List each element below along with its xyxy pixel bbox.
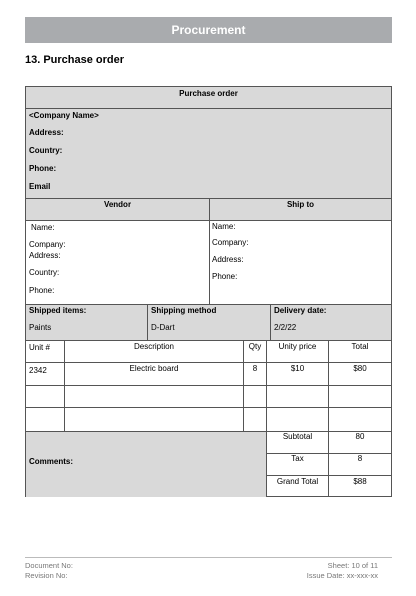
tax-label: Tax: [291, 454, 304, 463]
ship-to-header: Ship to: [286, 200, 315, 209]
document-number: Document No:: [25, 561, 73, 570]
header-company-bg: [26, 87, 391, 198]
comments-label: Comments:: [29, 457, 74, 466]
grand-total-value: $88: [353, 477, 367, 486]
sheet-number: Sheet: 10 of 11: [327, 561, 378, 570]
row1-qty: 8: [252, 364, 258, 373]
shipping-method-value: D-Dart: [151, 323, 175, 332]
revision-number: Revision No:: [25, 571, 68, 580]
ship-to-phone-label: Phone:: [212, 272, 238, 281]
delivery-date-value: 2/2/22: [274, 323, 297, 332]
subtotal-value: 80: [355, 432, 365, 441]
shipping-method-label: Shipping method: [151, 306, 217, 315]
company-phone-label: Phone:: [29, 164, 57, 173]
tax-value: 8: [357, 454, 363, 463]
col-header-qty: Qty: [248, 342, 262, 351]
delivery-date-label: Delivery date:: [274, 306, 327, 315]
row1-total: $80: [353, 364, 367, 373]
shipped-items-label: Shipped items:: [29, 306, 87, 315]
purchase-order-form: [25, 86, 392, 497]
vendor-country-label: Country:: [29, 268, 60, 277]
col-header-unity-price: Unity price: [278, 342, 317, 351]
footer-divider: [25, 557, 392, 558]
vendor-header: Vendor: [103, 200, 132, 209]
company-email-label: Email: [29, 182, 51, 191]
vendor-name-label: Name:: [31, 223, 55, 232]
company-name: <Company Name>: [29, 111, 99, 120]
grand-total-label: Grand Total: [276, 477, 319, 486]
vendor-company-label: Company:: [29, 240, 66, 249]
col-header-description: Description: [133, 342, 174, 351]
vendor-phone-label: Phone:: [29, 286, 55, 295]
row1-unit: 2342: [29, 366, 47, 375]
col-header-unit: Unit #: [29, 343, 50, 352]
procurement-banner: Procurement: [25, 17, 392, 43]
company-address-label: Address:: [29, 128, 64, 137]
vendor-address-label: Address:: [29, 251, 61, 260]
ship-to-address-label: Address:: [212, 255, 244, 264]
row1-unity-price: $10: [290, 364, 305, 373]
row1-description: Electric board: [129, 364, 179, 373]
company-country-label: Country:: [29, 146, 63, 155]
issue-date: Issue Date: xx-xxx-xx: [306, 571, 378, 580]
ship-to-company-label: Company:: [212, 238, 249, 247]
section-title: 13. Purchase order: [25, 54, 125, 66]
shipped-items-value: Paints: [29, 323, 52, 332]
col-header-total: Total: [351, 342, 369, 351]
subtotal-label: Subtotal: [282, 432, 313, 441]
ship-to-name-label: Name:: [212, 222, 236, 231]
form-title: Purchase order: [179, 89, 238, 98]
